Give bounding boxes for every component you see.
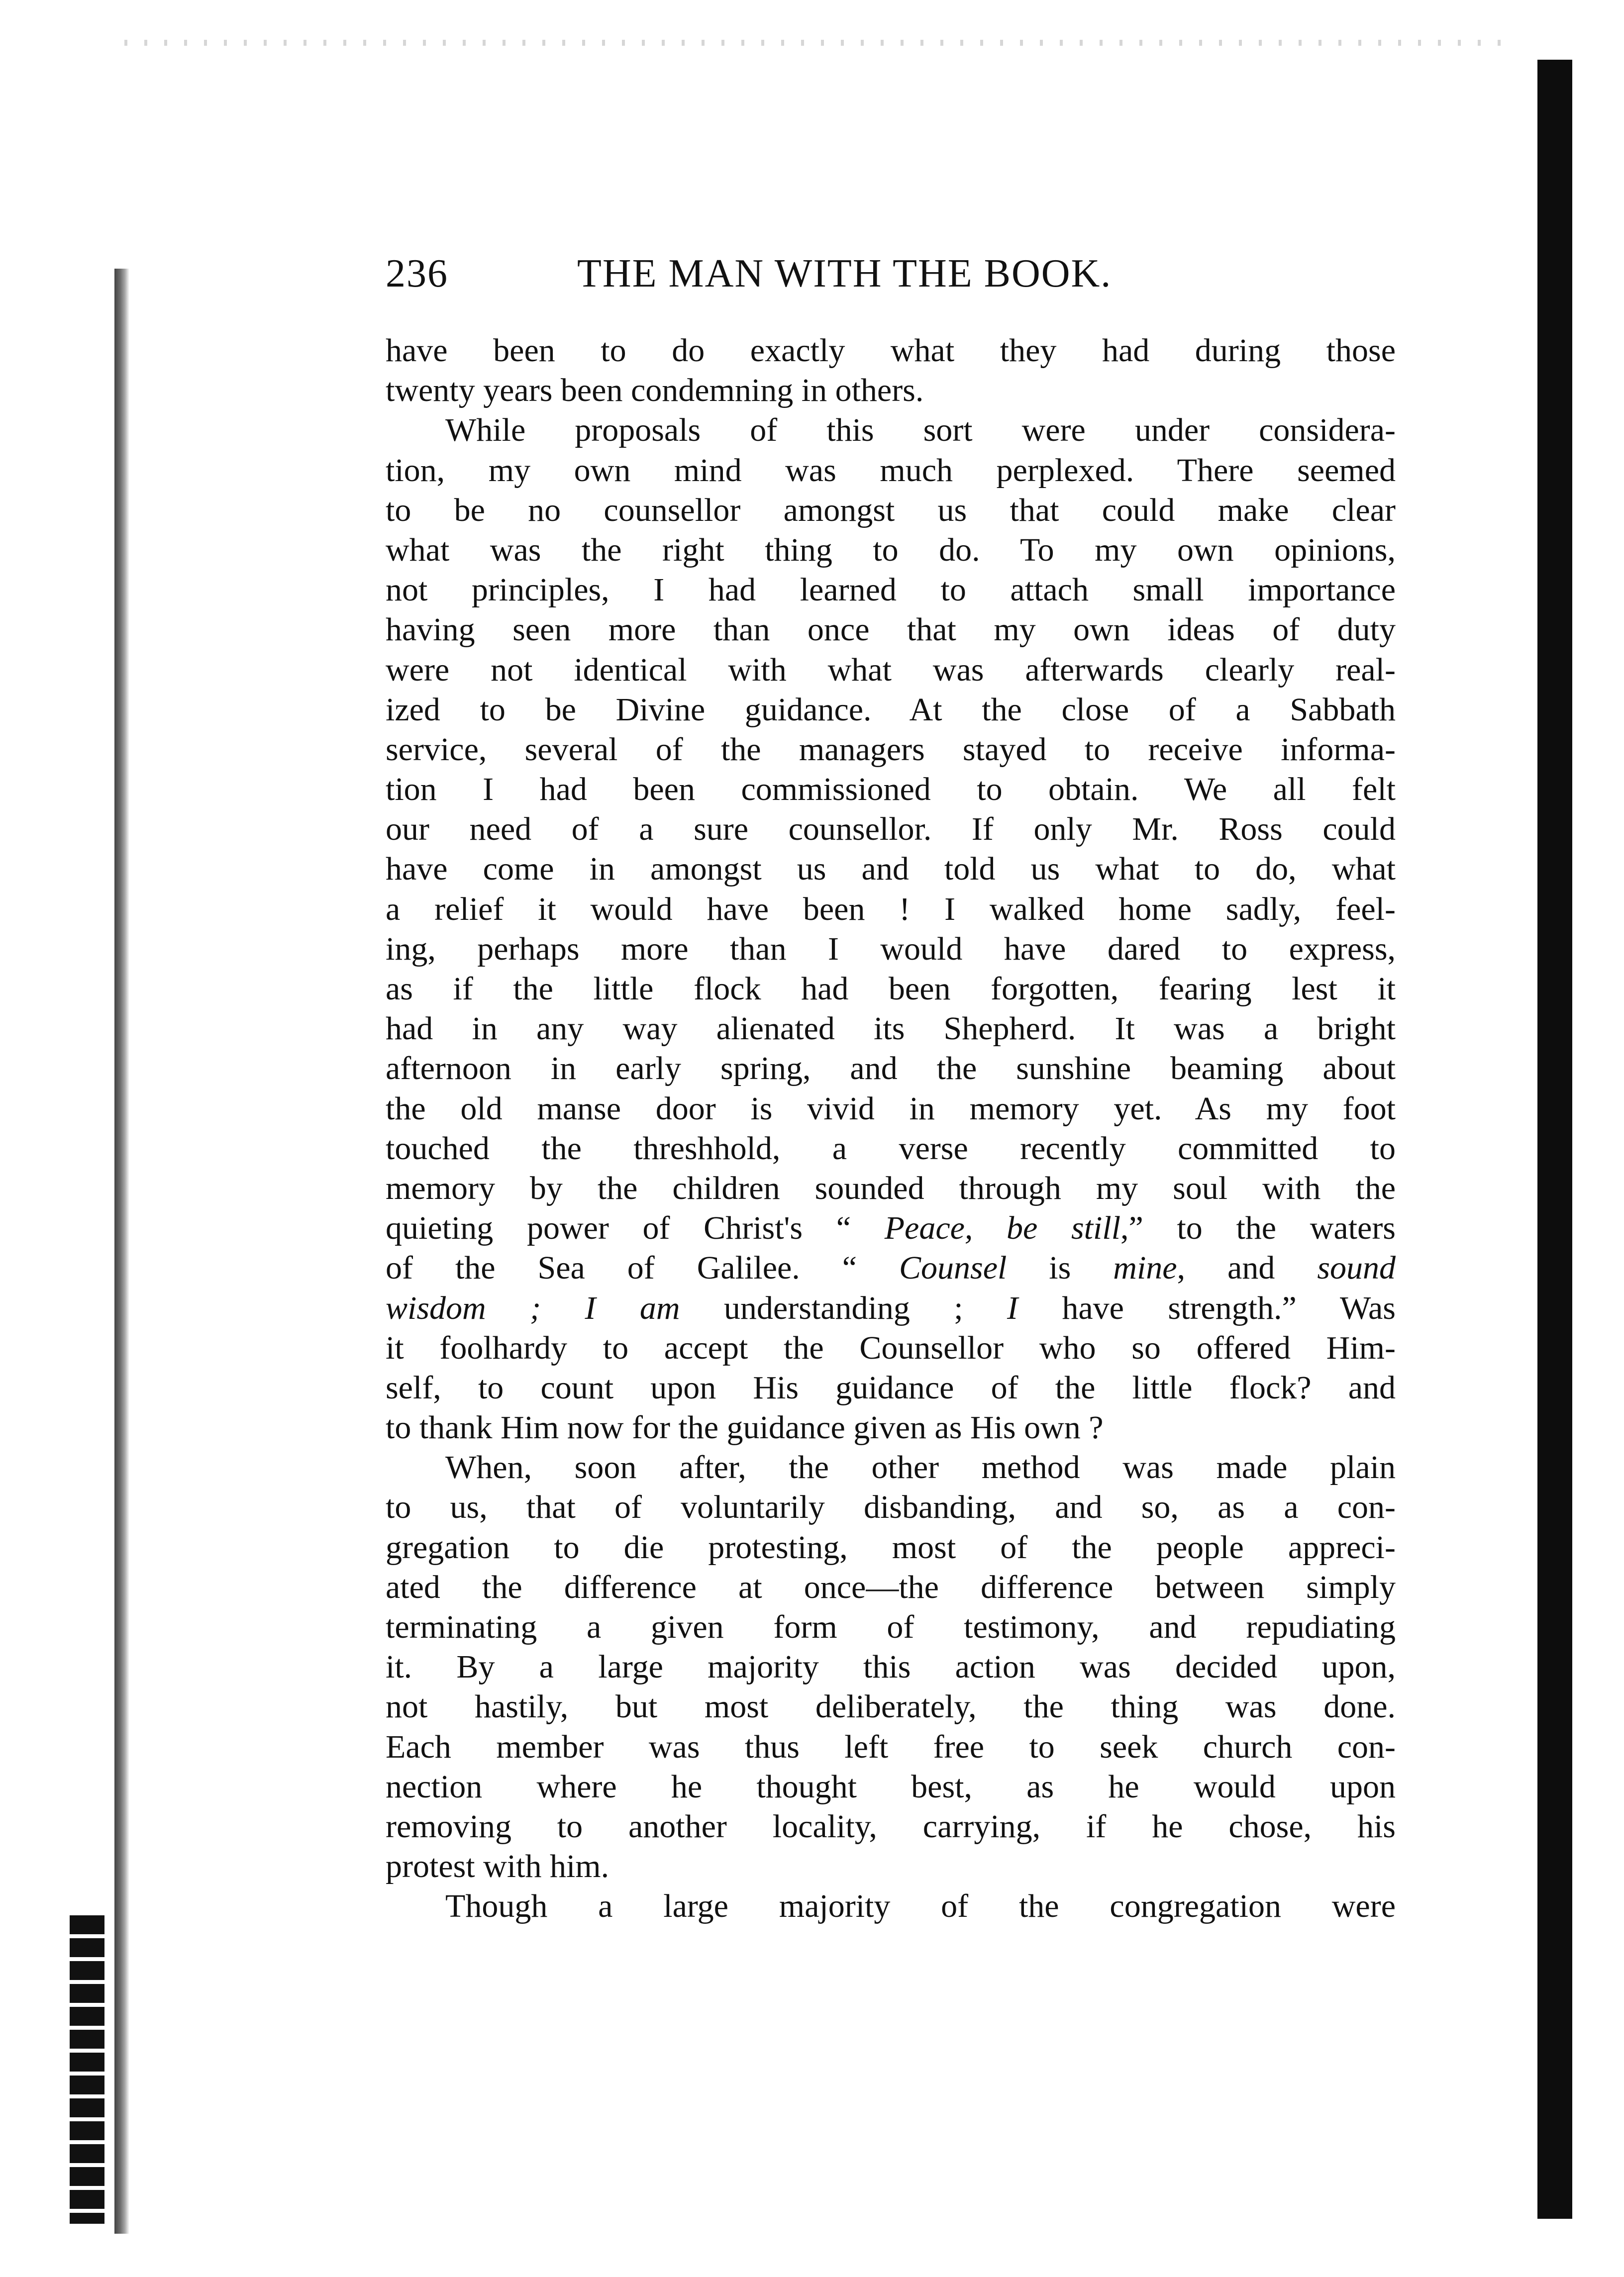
text-line [386, 610, 1396, 650]
text-line [386, 1528, 1396, 1568]
text-run: have been to do exactly what they had during those [386, 332, 1396, 369]
text-run: to be no counsellor amongst us that could make clear [386, 492, 1396, 528]
text-run: ing, perhaps more than I would have dared to express, [386, 930, 1396, 967]
text-run: gregation to die protesting, most of the people appreci- [386, 1529, 1396, 1566]
text-run: self, to count upon His guidance of the little flock? and [386, 1369, 1396, 1406]
text-line [386, 1647, 1396, 1687]
paragraph-start-line [386, 1448, 1396, 1487]
text-line [386, 1607, 1396, 1647]
text-line [386, 890, 1396, 929]
text-run: twenty years been condemning in others. [386, 372, 924, 409]
text-line [386, 491, 1396, 530]
text-line [386, 730, 1396, 770]
text-line [386, 1807, 1396, 1847]
text-run: understanding ; [680, 1289, 1007, 1326]
text-run: not principles, I had learned to attach small importance [386, 572, 1396, 608]
text-run: afternoon in early spring, and the sunshine beaming about [386, 1050, 1396, 1087]
text-run: , and [1177, 1250, 1318, 1287]
body-text [386, 331, 1396, 1927]
running-head [386, 251, 1396, 301]
text-line [386, 1847, 1396, 1886]
text-line [386, 1727, 1396, 1767]
book-title: THE MAN WITH THE BOOK. [577, 252, 1112, 296]
italic-run: Counsel [899, 1250, 1007, 1287]
text-line [386, 1248, 1396, 1288]
text-run: the old manse door is vivid in memory yet. As my foot [386, 1090, 1396, 1127]
text-run: a relief it would have been ! I walked home sadly, feel- [386, 891, 1396, 927]
text-line [386, 969, 1396, 1009]
text-run: ated the difference at once—the difference between simply [386, 1569, 1396, 1605]
italic-run: I [1007, 1289, 1018, 1326]
text-line [386, 1687, 1396, 1727]
text-run: service, several of the managers stayed to receive informa- [386, 731, 1396, 768]
text-run: ized to be Divine guidance. At the close of a Sabbath [386, 691, 1396, 728]
text-line [386, 1568, 1396, 1607]
text-run: tion, my own mind was much perplexed. There seemed [386, 452, 1396, 489]
text-run: ,” to the waters [1120, 1210, 1396, 1247]
scan-shadow-left [114, 269, 129, 2234]
text-line [386, 650, 1396, 690]
text-line [386, 331, 1396, 371]
text-line [386, 1767, 1396, 1807]
scan-border-right [1537, 60, 1572, 2219]
text-run: protest with him. [386, 1848, 609, 1885]
text-line [386, 1328, 1396, 1368]
text-run: what was the right thing to do. To my own opinions, [386, 531, 1396, 568]
text-line [386, 770, 1396, 809]
italic-run: sound [1317, 1250, 1396, 1287]
text-run: to us, that of voluntarily disbanding, and so, as a con- [386, 1489, 1396, 1526]
text-line [386, 1049, 1396, 1089]
italic-run: wisdom ; I am [386, 1289, 680, 1326]
text-run: quieting power of Christ's “ [386, 1210, 885, 1247]
paragraph-start-line [386, 410, 1396, 450]
text-line [386, 1487, 1396, 1527]
text-run: of the Sea of Galilee. “ [386, 1250, 899, 1287]
text-run: Each member was thus left free to seek church con- [386, 1728, 1396, 1765]
text-line [386, 1408, 1396, 1448]
text-line [386, 809, 1396, 849]
text-run: had in any way alienated its Shepherd. It was a bright [386, 1010, 1396, 1047]
text-run: as if the little flock had been forgotten, fearing lest it [386, 971, 1396, 1007]
scan-artifact-left [70, 1915, 104, 2224]
text-line [386, 1368, 1396, 1408]
text-line [386, 1129, 1396, 1169]
text-run: have strength.” Was [1017, 1289, 1396, 1326]
text-run: have come in amongst us and told us what to do, what [386, 851, 1396, 888]
page-number: 236 [386, 252, 448, 296]
paragraph-start-line [386, 1886, 1396, 1926]
text-run: Though a large majority of the congregation were [445, 1888, 1396, 1925]
text-run: removing to another locality, carrying, if he chose, his [386, 1808, 1396, 1845]
text-run: it. By a large majority this action was decided upon, [386, 1649, 1396, 1685]
text-run: having seen more than once that my own ideas of duty [386, 611, 1396, 648]
text-run: to thank Him now for the guidance given as His own ? [386, 1409, 1104, 1446]
text-line [386, 570, 1396, 610]
text-run: is [1007, 1250, 1114, 1287]
text-line [386, 451, 1396, 491]
text-run: touched the threshhold, a verse recently committed to [386, 1130, 1396, 1167]
text-run: our need of a sure counsellor. If only Mr. Ross could [386, 811, 1396, 848]
text-line [386, 849, 1396, 889]
scan-noise-top [124, 40, 1508, 46]
text-line [386, 1089, 1396, 1129]
text-run: When, soon after, the other method was made plain [445, 1449, 1396, 1486]
text-run: memory by the children sounded through my soul with the [386, 1170, 1396, 1206]
text-run: were not identical with what was afterwards clearly real- [386, 651, 1396, 688]
italic-run: Peace, be still [884, 1210, 1121, 1247]
italic-run: mine [1113, 1250, 1177, 1287]
text-line [386, 1009, 1396, 1049]
text-run: it foolhardy to accept the Counsellor who so offered Him- [386, 1329, 1396, 1366]
text-run: nection where he thought best, as he would upon [386, 1768, 1396, 1805]
text-line [386, 371, 1396, 410]
text-line [386, 530, 1396, 570]
text-line [386, 1288, 1396, 1328]
text-run: While proposals of this sort were under considera- [445, 412, 1396, 449]
text-run: terminating a given form of testimony, and repudiating [386, 1609, 1396, 1645]
text-line [386, 690, 1396, 730]
text-line [386, 1169, 1396, 1208]
text-run: not hastily, but most deliberately, the thing was done. [386, 1688, 1396, 1725]
text-line [386, 1208, 1396, 1248]
text-run: tion I had been commissioned to obtain. We all felt [386, 771, 1396, 808]
text-line [386, 929, 1396, 969]
